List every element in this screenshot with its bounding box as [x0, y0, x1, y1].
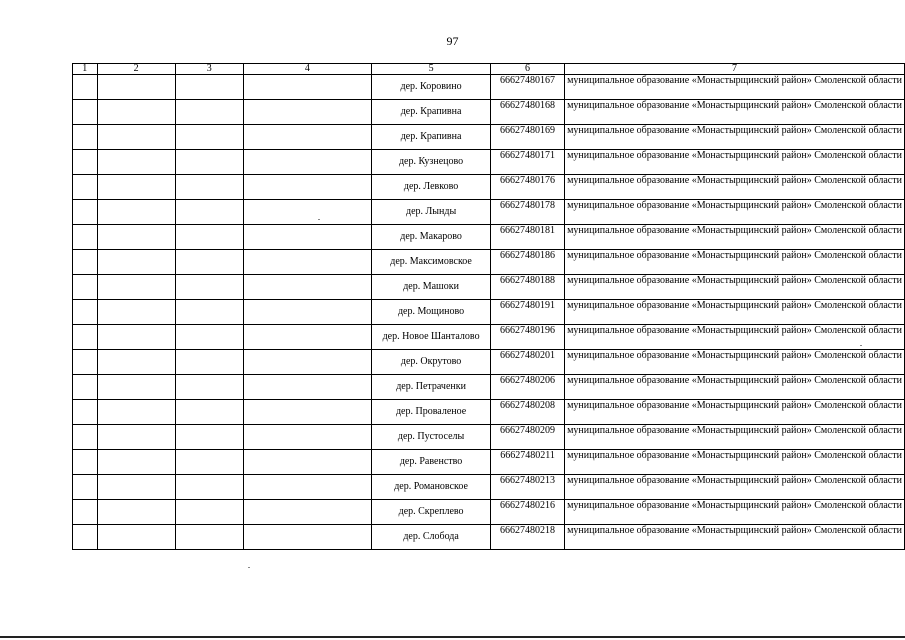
empty-cell-3: [175, 125, 243, 150]
oktmo-code-cell: 66627480216: [490, 500, 564, 525]
empty-cell-3: [175, 525, 243, 550]
municipality-cell: муниципальное образование «Монастырщинский район» Смоленской области: [565, 500, 905, 525]
empty-cell-3: [175, 475, 243, 500]
oktmo-code-cell: 66627480167: [490, 75, 564, 100]
table-row: [73, 75, 905, 100]
settlement-name-cell: дер. Петраченки: [372, 375, 491, 400]
empty-cell-3: [175, 75, 243, 100]
empty-cell-1: [73, 375, 98, 400]
oktmo-code-cell: 66627480181: [490, 225, 564, 250]
header-cell-3: 3: [175, 64, 243, 75]
municipality-cell: муниципальное образование «Монастырщинский район» Смоленской области: [565, 225, 905, 250]
settlement-name-cell: дер. Машоки: [372, 275, 491, 300]
oktmo-code-cell: 66627480178: [490, 200, 564, 225]
empty-cell-2: [97, 450, 175, 475]
municipality-cell: муниципальное образование «Монастырщинский район» Смоленской области: [565, 525, 905, 550]
settlements-table: [72, 63, 905, 550]
empty-cell-2: [97, 125, 175, 150]
municipality-cell: муниципальное образование «Монастырщинский район» Смоленской области: [565, 200, 905, 225]
empty-cell-3: [175, 150, 243, 175]
municipality-cell: муниципальное образование «Монастырщинский район» Смоленской области: [565, 375, 905, 400]
empty-cell-1: [73, 75, 98, 100]
settlement-name-cell: дер. Коровино: [372, 75, 491, 100]
empty-cell-3: [175, 200, 243, 225]
table-row: [73, 500, 905, 525]
empty-cell-2: [97, 275, 175, 300]
empty-cell-3: [175, 250, 243, 275]
settlement-name-cell: дер. Скреплево: [372, 500, 491, 525]
empty-cell-3: [175, 400, 243, 425]
oktmo-code-cell: 66627480208: [490, 400, 564, 425]
oktmo-code-cell: 66627480171: [490, 150, 564, 175]
empty-cell-1: [73, 425, 98, 450]
header-cell-6: 6: [490, 64, 564, 75]
empty-cell-4: [243, 75, 372, 100]
oktmo-code-cell: 66627480196: [490, 325, 564, 350]
empty-cell-2: [97, 475, 175, 500]
settlement-name-cell: дер. Максимовское: [372, 250, 491, 275]
municipality-cell: муниципальное образование «Монастырщинский район» Смоленской области: [565, 475, 905, 500]
empty-cell-4: [243, 450, 372, 475]
empty-cell-4: [243, 225, 372, 250]
empty-cell-2: [97, 350, 175, 375]
table-row: [73, 325, 905, 350]
scan-speck: [860, 345, 862, 346]
settlement-name-cell: дер. Мощиново: [372, 300, 491, 325]
scan-speck: [248, 567, 250, 568]
table-row: [73, 275, 905, 300]
oktmo-code-cell: 66627480188: [490, 275, 564, 300]
scan-edge-line: [0, 636, 905, 638]
municipality-cell: муниципальное образование «Монастырщинский район» Смоленской области: [565, 75, 905, 100]
empty-cell-4: [243, 350, 372, 375]
empty-cell-4: [243, 375, 372, 400]
municipality-cell: муниципальное образование «Монастырщинский район» Смоленской области: [565, 250, 905, 275]
empty-cell-2: [97, 175, 175, 200]
table-row: [73, 375, 905, 400]
empty-cell-3: [175, 325, 243, 350]
municipality-cell: муниципальное образование «Монастырщинский район» Смоленской области: [565, 300, 905, 325]
empty-cell-1: [73, 450, 98, 475]
empty-cell-2: [97, 300, 175, 325]
empty-cell-4: [243, 475, 372, 500]
empty-cell-1: [73, 250, 98, 275]
empty-cell-2: [97, 200, 175, 225]
table-row: [73, 475, 905, 500]
empty-cell-1: [73, 150, 98, 175]
empty-cell-3: [175, 175, 243, 200]
table-row: [73, 525, 905, 550]
empty-cell-4: [243, 275, 372, 300]
page-number: 97: [446, 34, 459, 48]
municipality-cell: муниципальное образование «Монастырщинский район» Смоленской области: [565, 125, 905, 150]
empty-cell-3: [175, 225, 243, 250]
oktmo-code-cell: 66627480213: [490, 475, 564, 500]
settlement-name-cell: дер. Окрутово: [372, 350, 491, 375]
empty-cell-3: [175, 450, 243, 475]
empty-cell-4: [243, 200, 372, 225]
empty-cell-2: [97, 225, 175, 250]
table-row: [73, 100, 905, 125]
table-row: [73, 200, 905, 225]
empty-cell-2: [97, 400, 175, 425]
table-row: [73, 175, 905, 200]
empty-cell-4: [243, 525, 372, 550]
table-row: [73, 350, 905, 375]
empty-cell-1: [73, 350, 98, 375]
oktmo-code-cell: 66627480169: [490, 125, 564, 150]
oktmo-code-cell: 66627480176: [490, 175, 564, 200]
empty-cell-4: [243, 500, 372, 525]
empty-cell-2: [97, 325, 175, 350]
settlement-name-cell: дер. Крапивна: [372, 125, 491, 150]
empty-cell-3: [175, 100, 243, 125]
table-row: [73, 250, 905, 275]
empty-cell-1: [73, 400, 98, 425]
table-row: [73, 125, 905, 150]
empty-cell-1: [73, 125, 98, 150]
settlement-name-cell: дер. Новое Шанталово: [372, 325, 491, 350]
municipality-cell: муниципальное образование «Монастырщинский район» Смоленской области: [565, 175, 905, 200]
empty-cell-2: [97, 100, 175, 125]
empty-cell-4: [243, 300, 372, 325]
settlement-name-cell: дер. Проваленое: [372, 400, 491, 425]
oktmo-code-cell: 66627480168: [490, 100, 564, 125]
municipality-cell: муниципальное образование «Монастырщинский район» Смоленской области: [565, 275, 905, 300]
municipality-cell: муниципальное образование «Монастырщинский район» Смоленской области: [565, 350, 905, 375]
empty-cell-1: [73, 325, 98, 350]
settlement-name-cell: дер. Романовское: [372, 475, 491, 500]
oktmo-code-cell: 66627480211: [490, 450, 564, 475]
empty-cell-1: [73, 200, 98, 225]
empty-cell-1: [73, 500, 98, 525]
oktmo-code-cell: 66627480186: [490, 250, 564, 275]
empty-cell-1: [73, 275, 98, 300]
municipality-cell: муниципальное образование «Монастырщинский район» Смоленской области: [565, 325, 905, 350]
empty-cell-3: [175, 500, 243, 525]
settlement-name-cell: дер. Левково: [372, 175, 491, 200]
empty-cell-4: [243, 150, 372, 175]
settlement-name-cell: дер. Лынды: [372, 200, 491, 225]
scan-speck: [318, 219, 320, 220]
header-cell-4: 4: [243, 64, 372, 75]
table-row: [73, 225, 905, 250]
empty-cell-1: [73, 475, 98, 500]
empty-cell-1: [73, 175, 98, 200]
empty-cell-3: [175, 350, 243, 375]
empty-cell-3: [175, 375, 243, 400]
empty-cell-3: [175, 275, 243, 300]
oktmo-code-cell: 66627480201: [490, 350, 564, 375]
oktmo-code-cell: 66627480209: [490, 425, 564, 450]
table-row: [73, 400, 905, 425]
municipality-cell: муниципальное образование «Монастырщинский район» Смоленской области: [565, 400, 905, 425]
oktmo-code-cell: 66627480206: [490, 375, 564, 400]
empty-cell-4: [243, 325, 372, 350]
municipality-cell: муниципальное образование «Монастырщинский район» Смоленской области: [565, 100, 905, 125]
header-cell-2: 2: [97, 64, 175, 75]
empty-cell-2: [97, 75, 175, 100]
settlement-name-cell: дер. Макарово: [372, 225, 491, 250]
table-row: [73, 300, 905, 325]
empty-cell-2: [97, 375, 175, 400]
empty-cell-4: [243, 425, 372, 450]
empty-cell-4: [243, 400, 372, 425]
settlement-name-cell: дер. Равенство: [372, 450, 491, 475]
header-row: [73, 64, 905, 75]
municipality-cell: муниципальное образование «Монастырщинский район» Смоленской области: [565, 425, 905, 450]
empty-cell-2: [97, 500, 175, 525]
empty-cell-2: [97, 250, 175, 275]
empty-cell-2: [97, 425, 175, 450]
empty-cell-4: [243, 250, 372, 275]
empty-cell-2: [97, 525, 175, 550]
settlement-name-cell: дер. Кузнецово: [372, 150, 491, 175]
settlement-name-cell: дер. Крапивна: [372, 100, 491, 125]
empty-cell-1: [73, 525, 98, 550]
settlement-name-cell: дер. Слобода: [372, 525, 491, 550]
table-row: [73, 425, 905, 450]
municipality-cell: муниципальное образование «Монастырщинский район» Смоленской области: [565, 450, 905, 475]
oktmo-code-cell: 66627480191: [490, 300, 564, 325]
settlement-name-cell: дер. Пустоселы: [372, 425, 491, 450]
municipality-cell: муниципальное образование «Монастырщинский район» Смоленской области: [565, 150, 905, 175]
empty-cell-1: [73, 225, 98, 250]
empty-cell-1: [73, 100, 98, 125]
empty-cell-1: [73, 300, 98, 325]
empty-cell-2: [97, 150, 175, 175]
empty-cell-3: [175, 425, 243, 450]
header-cell-5: 5: [372, 64, 491, 75]
empty-cell-4: [243, 175, 372, 200]
table-row: [73, 150, 905, 175]
table-row: [73, 450, 905, 475]
oktmo-code-cell: 66627480218: [490, 525, 564, 550]
empty-cell-4: [243, 125, 372, 150]
header-cell-7: 7: [565, 64, 905, 75]
empty-cell-3: [175, 300, 243, 325]
header-cell-1: 1: [73, 64, 98, 75]
empty-cell-4: [243, 100, 372, 125]
